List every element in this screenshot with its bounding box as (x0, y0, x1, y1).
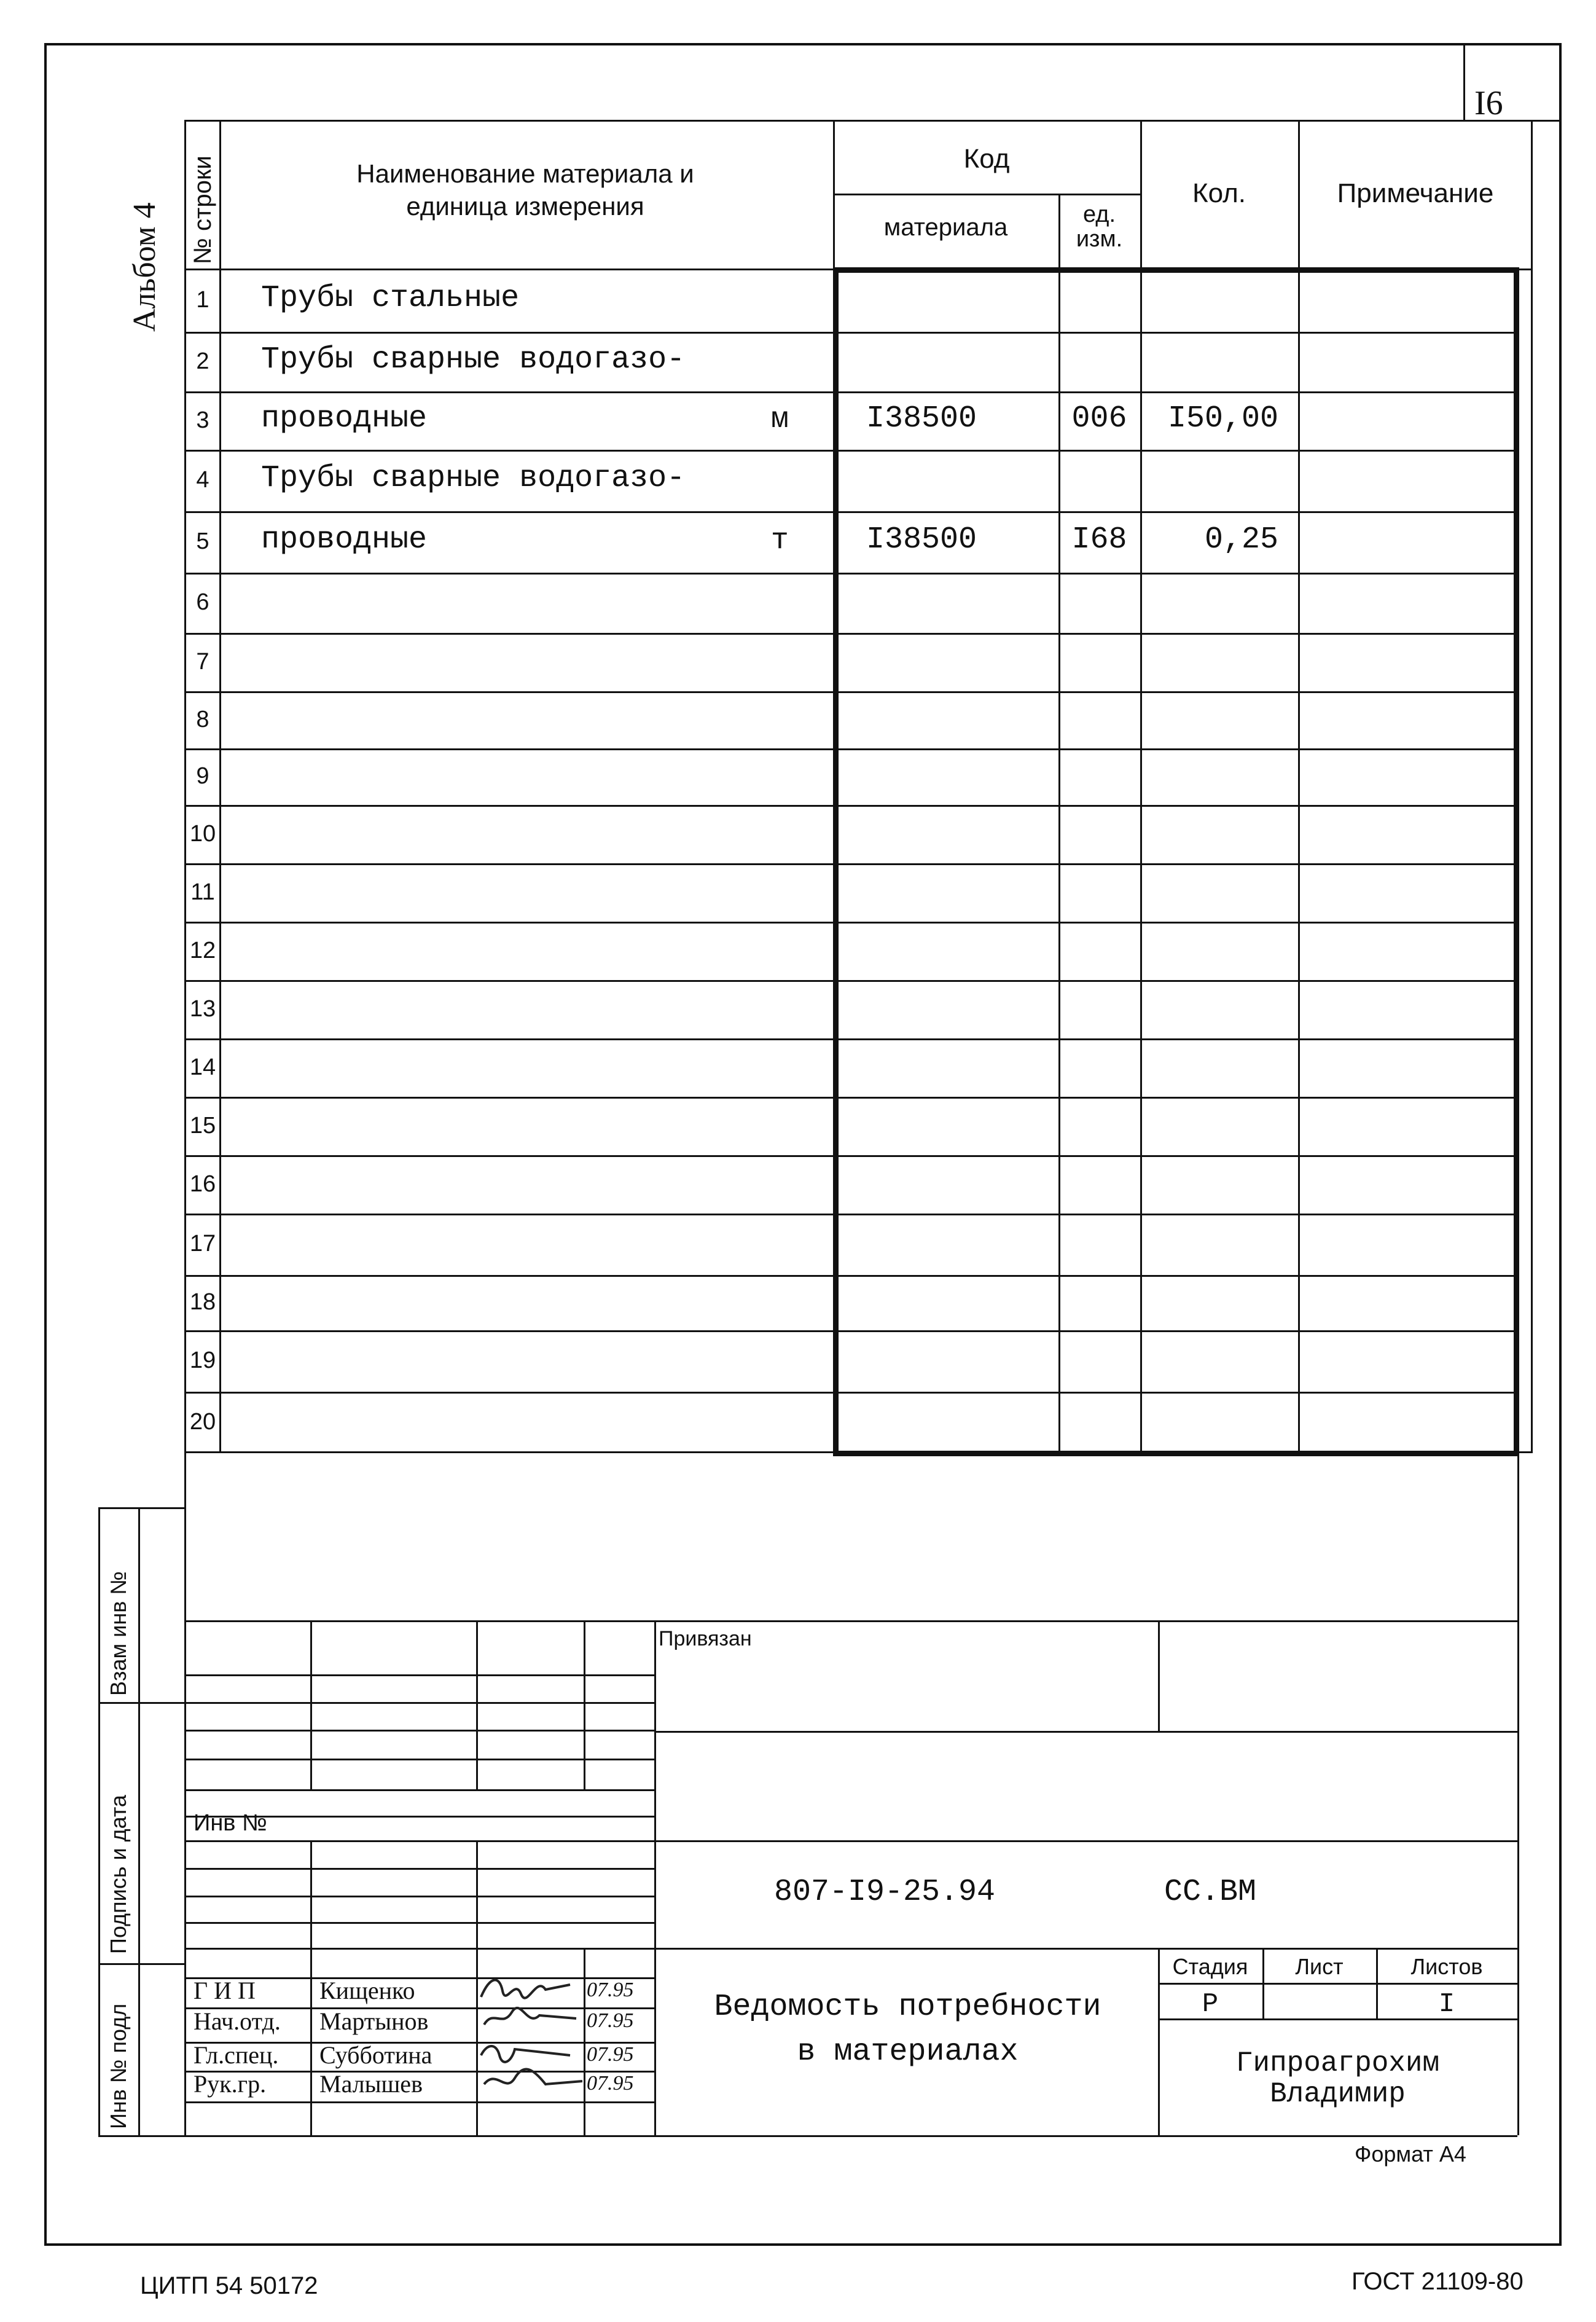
stamp-col3 (584, 1620, 585, 1789)
side-div1 (98, 1702, 184, 1704)
row-divider (184, 511, 1519, 513)
person-name: Мартынов (319, 2007, 429, 2035)
stamp-row-line (184, 1922, 654, 1924)
header-unit-line1: ед. (1082, 202, 1116, 227)
row-divider (184, 1214, 1519, 1215)
lower-right-border (1517, 1453, 1519, 2135)
row-number: 18 (189, 1289, 216, 1315)
stage-row-line1 (1158, 1983, 1517, 1985)
thick-data-box (833, 267, 1519, 1456)
footer-left: ЦИТП 54 50172 (140, 2272, 318, 2299)
row-divider (184, 863, 1519, 865)
sheet-number: I6 (1474, 84, 1503, 122)
header-qty: Кол. (1192, 178, 1246, 208)
person-name: Субботина (319, 2041, 432, 2069)
stamp-top-line (184, 1620, 1517, 1622)
row-name: Трубы сварные водогазо- (261, 342, 686, 377)
row-number: 8 (196, 706, 209, 732)
inv-no-label: Инв № (194, 1810, 267, 1836)
row-number: 17 (189, 1231, 216, 1257)
row-number: 12 (189, 937, 216, 963)
row-divider (184, 805, 1519, 807)
person-role: Нач.отд. (194, 2007, 281, 2035)
row-unit: м (771, 402, 789, 436)
side-div2 (98, 1963, 184, 1965)
row-divider (184, 633, 1519, 635)
row-number: 19 (189, 1347, 216, 1373)
row-name: проводные (261, 401, 428, 436)
row-number: 7 (196, 648, 209, 675)
stamp-row-line (184, 1674, 654, 1676)
stamp-row-line (184, 1789, 654, 1791)
row-unit-code: I68 (1071, 522, 1127, 557)
row-number: 3 (196, 407, 209, 433)
header-unit-line2: изм. (1076, 226, 1123, 252)
handwritten-signature (478, 2066, 585, 2095)
row-divider (184, 573, 1519, 575)
row-divider (184, 1392, 1519, 1394)
side-label-vzam: Взам инв № (106, 1571, 131, 1696)
row-qty: I50,00 (1167, 401, 1278, 436)
person-name: Малышев (319, 2070, 423, 2098)
doc-code: 807-I9-25.94 (774, 1875, 996, 1910)
stamp-right-line3 (654, 1948, 1517, 1950)
person-role: Г И П (194, 1977, 256, 2004)
stamp-row-line (184, 1948, 654, 1950)
side-label-inv-podl: Инв № подл (106, 2003, 131, 2129)
code-subheader-line (833, 194, 1140, 195)
row-divider (184, 1275, 1519, 1277)
row-number: 2 (196, 348, 209, 374)
row-number: 14 (189, 1054, 216, 1080)
header-material: материала (883, 214, 1008, 241)
header-note: Примечание (1337, 178, 1494, 208)
stamp-row-line (184, 1868, 654, 1870)
sheet-label: Лист (1295, 1954, 1344, 1979)
row-number: 4 (196, 467, 209, 493)
album-label: Альбом 4 (127, 202, 162, 332)
person-name: Кищенко (319, 1977, 415, 2004)
org-line2: Владимир (1270, 2078, 1406, 2110)
stamp-row-line (184, 2101, 654, 2103)
stamp-right-line1 (654, 1731, 1517, 1733)
sign-date: 07.95 (587, 2009, 634, 2032)
row-divider (184, 691, 1519, 693)
row-divider (184, 450, 1519, 452)
sheets-value: I (1438, 1989, 1455, 2020)
row-unit-code: 006 (1071, 401, 1127, 436)
stage-label: Стадия (1172, 1954, 1248, 1979)
stamp-col1b (310, 1840, 312, 2135)
row-number: 6 (196, 589, 209, 615)
stamp-right-line2 (654, 1840, 1517, 1842)
side-label-podpis: Подпись и дата (106, 1795, 131, 1954)
sheet-number-divider (1463, 43, 1465, 120)
row-divider (184, 1097, 1519, 1099)
format-label: Формат А4 (1355, 2141, 1466, 2167)
sheets-label: Листов (1410, 1954, 1483, 1979)
row-divider (184, 1155, 1519, 1157)
stamp-col1 (310, 1620, 312, 1789)
footer-right: ГОСТ 21109-80 (1352, 2268, 1524, 2295)
side-inner (138, 1507, 140, 2135)
row-name: Трубы сварные водогазо- (261, 461, 686, 496)
handwritten-signature (478, 2003, 585, 2033)
person-role: Гл.спец. (194, 2041, 279, 2069)
handwritten-signature (478, 2037, 585, 2066)
row-number: 20 (189, 1409, 216, 1435)
row-number: 15 (189, 1112, 216, 1139)
row-divider (184, 391, 1519, 393)
privyazan-divider (1158, 1620, 1160, 1731)
person-role: Рук.гр. (194, 2070, 267, 2098)
stamp-row-line (184, 1840, 654, 1842)
stage-value: Р (1202, 1989, 1219, 2020)
header-code: Код (963, 144, 1010, 174)
sign-date: 07.95 (587, 1979, 634, 2001)
stamp-row-line (184, 1896, 654, 1897)
row-code: I38500 (866, 522, 977, 557)
side-right (184, 1453, 186, 2135)
privyazan-label: Привязан (659, 1627, 752, 1650)
handwritten-signature (478, 1972, 585, 2002)
row-number: 9 (196, 763, 209, 789)
bottom-line (98, 2135, 1517, 2137)
doc-title-line1: Ведомость потребности (714, 1990, 1101, 2025)
row-number: 16 (189, 1171, 216, 1197)
header-name-line1: Наименование материала и (356, 159, 694, 188)
stamp-row-line (184, 1759, 654, 1760)
row-unit: т (771, 524, 789, 557)
sign-date: 07.95 (587, 2043, 634, 2066)
row-name: проводные (261, 522, 428, 557)
col-divider-rowno (219, 120, 221, 1453)
doc-mark: СС.ВМ (1164, 1875, 1257, 1910)
row-name: Трубы стальные (261, 280, 520, 316)
stamp-row-line (184, 1702, 654, 1704)
row-divider (184, 332, 1519, 334)
row-divider (184, 922, 1519, 924)
row-divider (184, 1330, 1519, 1332)
row-divider (184, 748, 1519, 750)
row-qty: 0,25 (1204, 522, 1278, 557)
col-divider-code (833, 120, 835, 270)
row-number: 13 (189, 995, 216, 1022)
header-name-line2: единица измерения (406, 192, 644, 221)
stamp-col2 (476, 1620, 478, 1789)
row-code: I38500 (866, 401, 977, 436)
side-left (98, 1507, 100, 2135)
row-number: 10 (189, 820, 216, 847)
row-number: 5 (196, 528, 209, 554)
org-line1: Гипроагрохим (1235, 2047, 1440, 2079)
side-top (98, 1507, 184, 1509)
row-divider (184, 980, 1519, 982)
sign-date: 07.95 (587, 2072, 634, 2095)
doc-title-line2: в материалах (797, 2034, 1019, 2069)
row-number: 1 (196, 286, 209, 313)
row-number: 11 (190, 879, 215, 905)
header-row-no: № строки (189, 155, 216, 264)
stamp-main-divider (654, 1620, 656, 2135)
stamp-row-line (184, 1730, 654, 1732)
row-divider (184, 1038, 1519, 1040)
